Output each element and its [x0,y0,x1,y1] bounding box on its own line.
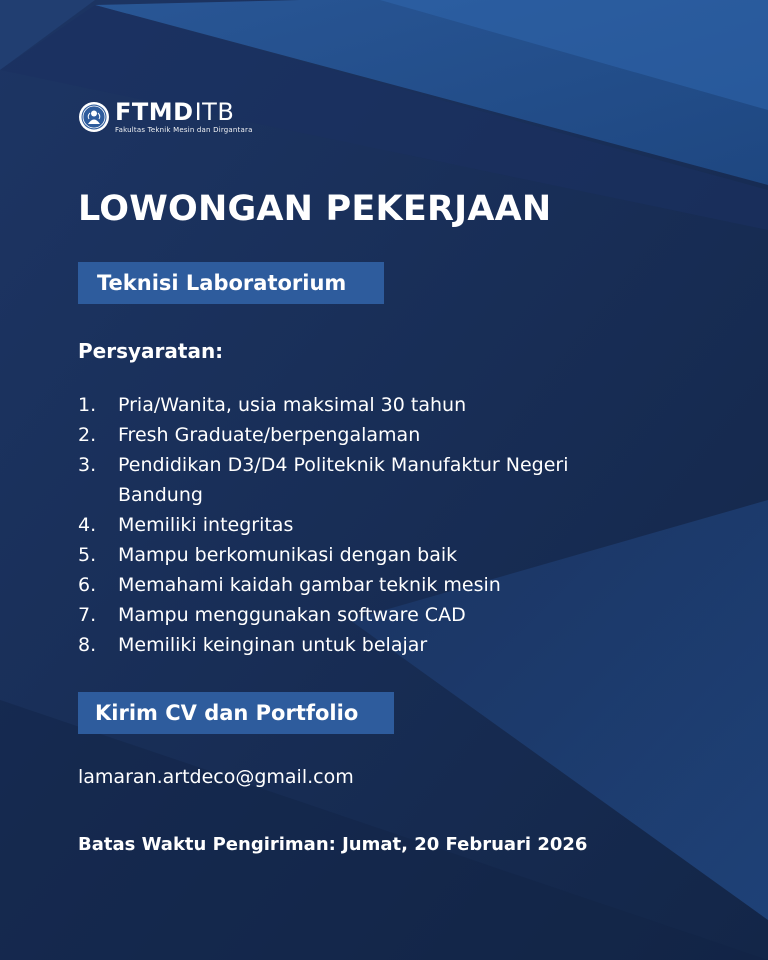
requirement-item [78,420,678,450]
requirement-number: 3. [78,454,97,476]
requirements-list [78,390,678,660]
submission-badge: Kirim CV dan Portfolio [78,692,394,734]
requirement-item [78,600,678,630]
requirement-item [78,450,678,510]
application-email: lamaran.artdeco@gmail.com [78,766,354,788]
logo-wordmark-ftmd: FTMD [115,98,194,126]
requirement-text: Memiliki integritas [118,514,294,536]
requirement-number: 5. [78,544,97,566]
logo-wordmark-itb: ITB [194,98,235,126]
requirement-number: 1. [78,394,97,416]
requirement-text: Pria/Wanita, usia maksimal 30 tahun [118,394,467,416]
requirement-item [78,570,678,600]
requirement-item [78,390,678,420]
requirement-number: 8. [78,634,97,656]
requirement-item [78,630,678,660]
requirement-item [78,510,678,540]
requirement-text: Mampu berkomunikasi dengan baik [118,544,458,566]
logo-subtitle: Fakultas Teknik Mesin dan Dirgantara [115,126,253,134]
requirement-text: Mampu menggunakan software CAD [118,604,466,626]
requirement-item [78,540,678,570]
headline: LOWONGAN PEKERJAAN [78,189,552,229]
requirement-number: 2. [78,424,97,446]
ftmd-itb-logo [78,100,253,134]
requirements-heading: Persyaratan: [78,339,224,363]
requirement-number: 7. [78,604,97,626]
requirement-number: 4. [78,514,97,536]
requirement-text: Memiliki keinginan untuk belajar [118,634,428,656]
requirement-text: Pendidikan D3/D4 Politeknik Manufaktur Negeri Bandung [118,454,569,506]
requirement-text: Fresh Graduate/berpengalaman [118,424,421,446]
requirement-number: 6. [78,574,97,596]
itb-ganesha-seal-icon [78,101,110,133]
submission-deadline: Batas Waktu Pengiriman: Jumat, 20 Februari 2026 [78,834,588,855]
requirement-text: Memahami kaidah gambar teknik mesin [118,574,501,596]
position-badge: Teknisi Laboratorium [78,262,384,304]
